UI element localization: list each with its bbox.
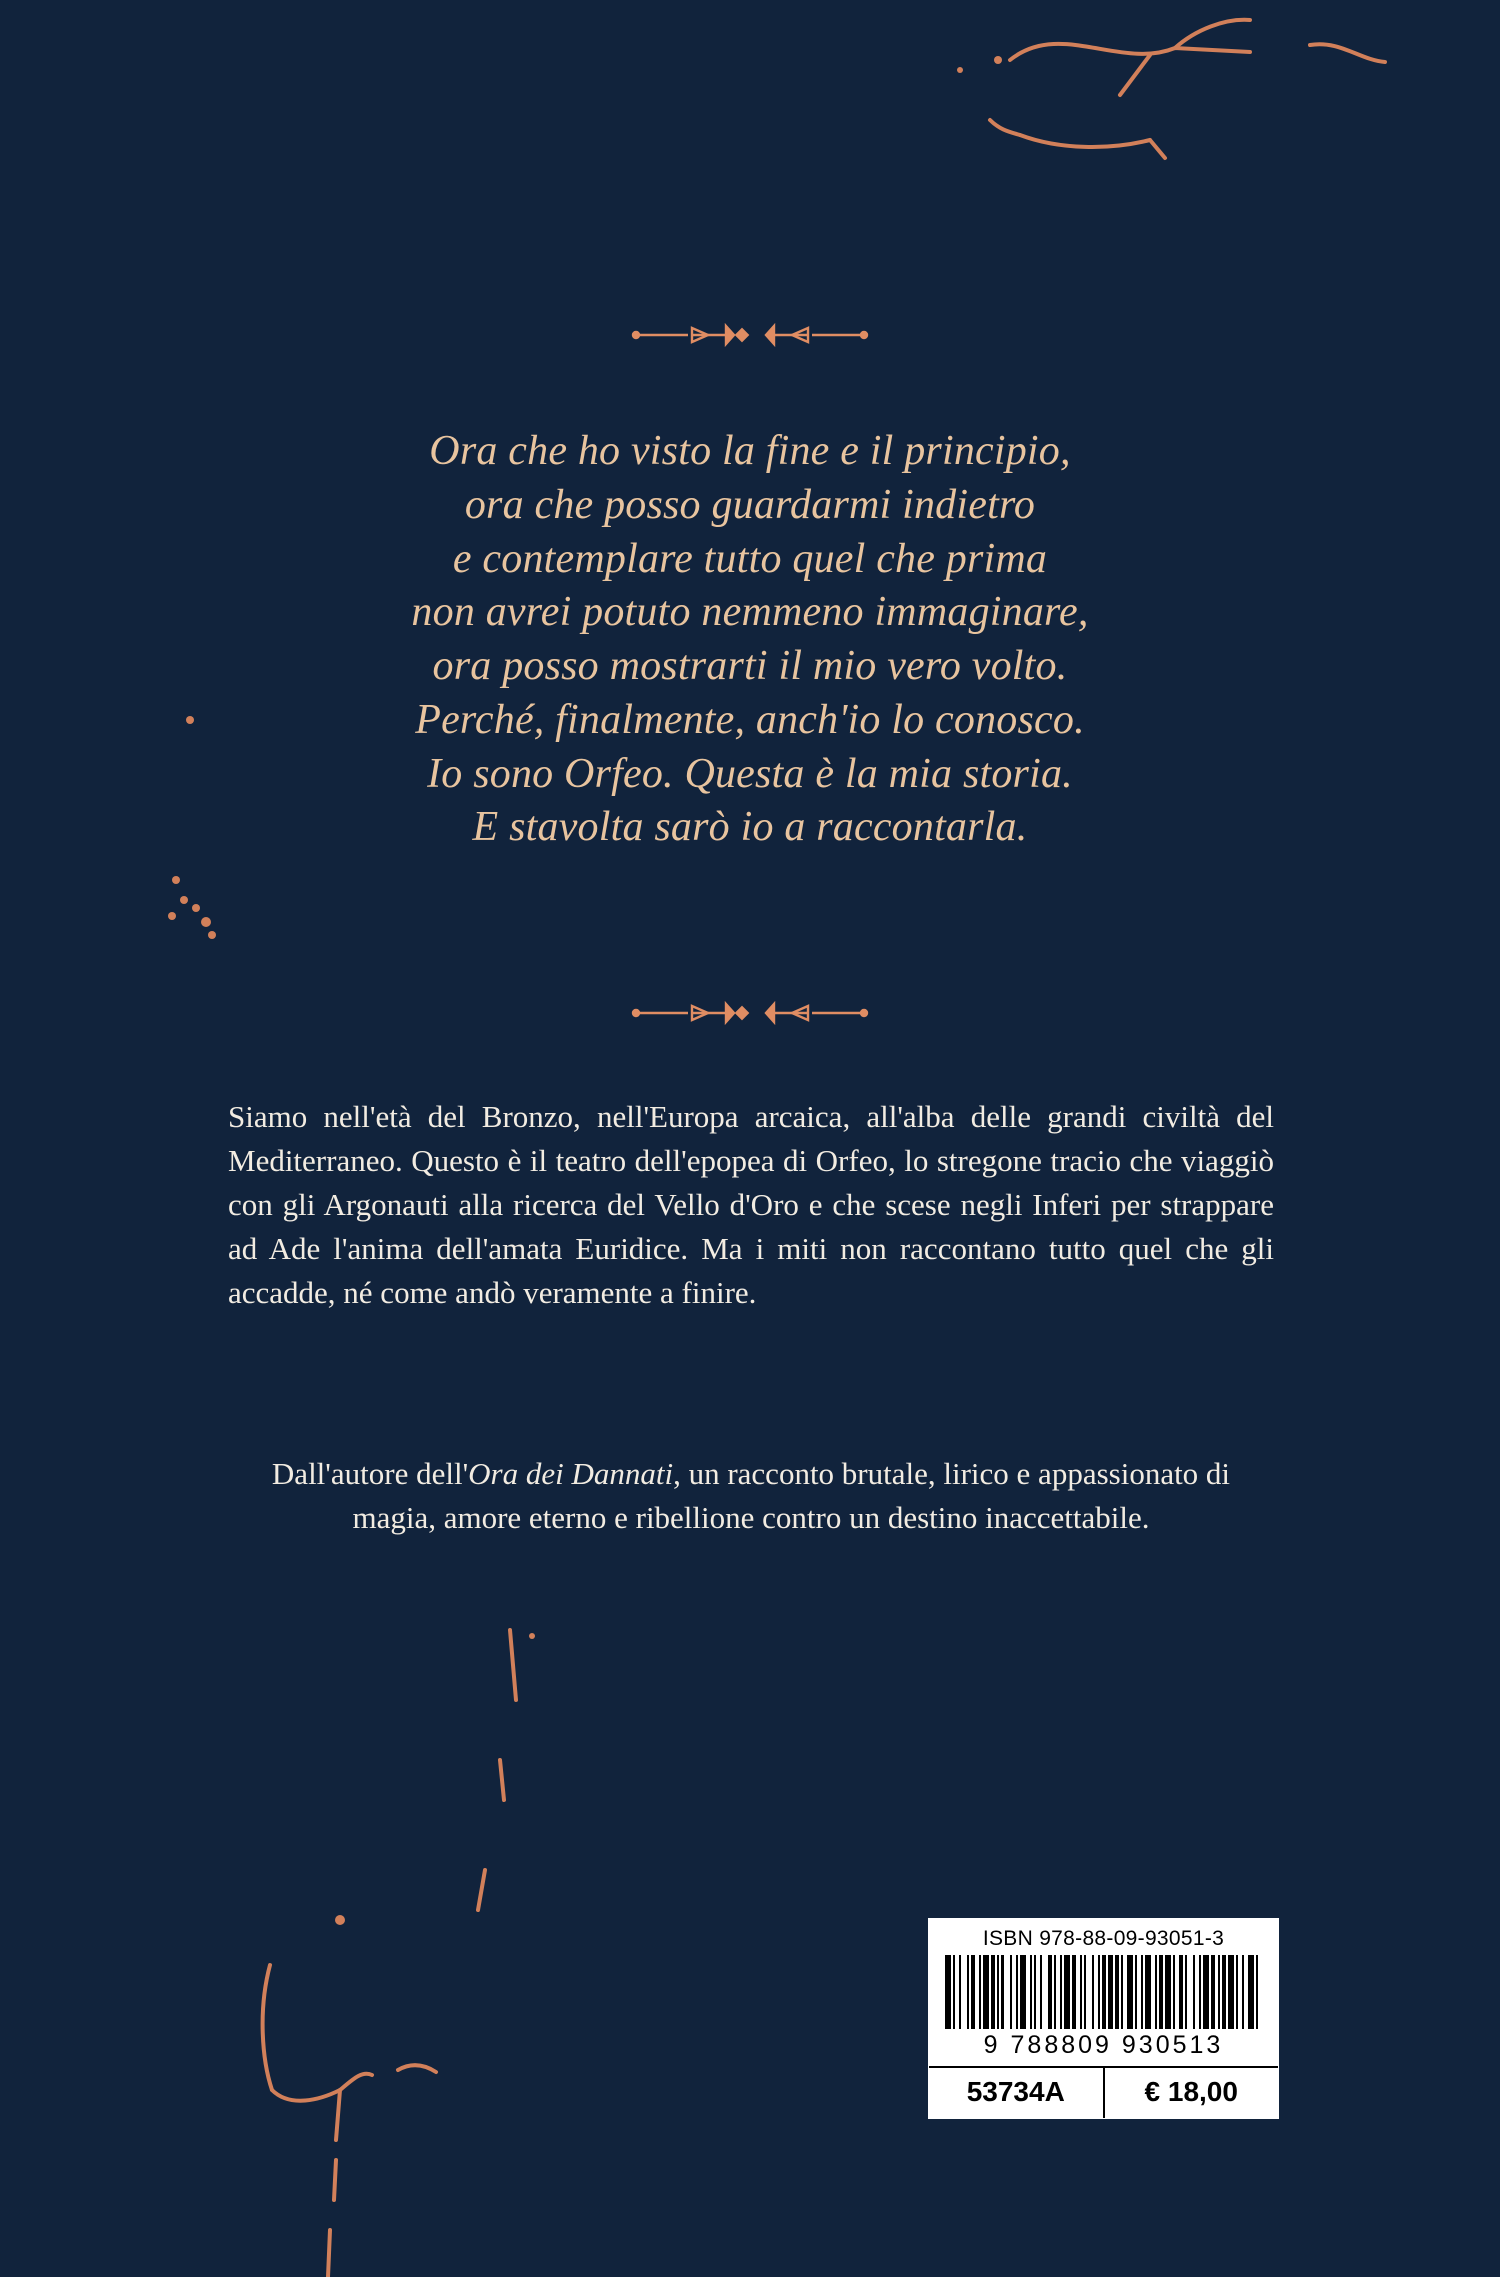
blurb-paragraph: Siamo nell'età del Bronzo, nell'Europa arcaica, all'alba delle grandi civiltà del Mediterraneo. Questo è il teatro dell'epopea di Orfeo, lo stregone tracio che viaggiò con gli Argonauti alla ricerca del Vello d'Oro e che scese negli Inferi per strappare ad Ade l'anima dell'amata Euridice. Ma i miti non raccontano tutto quel che gli accadde, né come andò veramente a finire. [228,1099,1274,1311]
quote-line: non avrei potuto nemmeno immaginare, [411,589,1089,636]
ornament-bottom [0,1000,1500,1030]
tagline-title: Ora dei Dannati [468,1456,674,1491]
price-row [929,2066,1278,2118]
tagline-before: Dall'autore dell' [271,1456,469,1491]
ornament-divider-icon [630,322,870,348]
product-code: 53734A [929,2068,1105,2118]
quote-line: Perché, finalmente, anch'io lo conosco. [415,696,1085,743]
barcode-block [928,1918,1279,2119]
blurb-tagline [228,1452,1274,1540]
ornament-divider-icon [630,1000,870,1026]
tagline-after: , un racconto brutale, lirico e appassionato di magia, amore eterno e ribellione contro un destino inaccettabile. [352,1456,1231,1536]
isbn-label: ISBN 978-88-09-93051-3 [982,1927,1225,1950]
quote-line: Io sono Orfeo. Questa è la mia storia. [427,750,1073,797]
quote-line: Ora che ho visto la fine e il principio, [429,428,1071,474]
quote-line: e contemplare tutto quel che prima [452,535,1048,582]
price-value: € 18,00 [1144,2076,1238,2107]
barcode-bars [945,1955,1262,2029]
quote-line: ora posso mostrarti il mio vero volto. [432,643,1068,689]
quote-line: E stavolta sarò io a raccontarla. [472,804,1028,851]
ean-digits: 9 788809 930513 [983,2031,1224,2059]
quote-block [0,425,1500,855]
ornament-top [0,322,1500,352]
quote-line: ora che posso guardarmi indietro [464,481,1036,528]
